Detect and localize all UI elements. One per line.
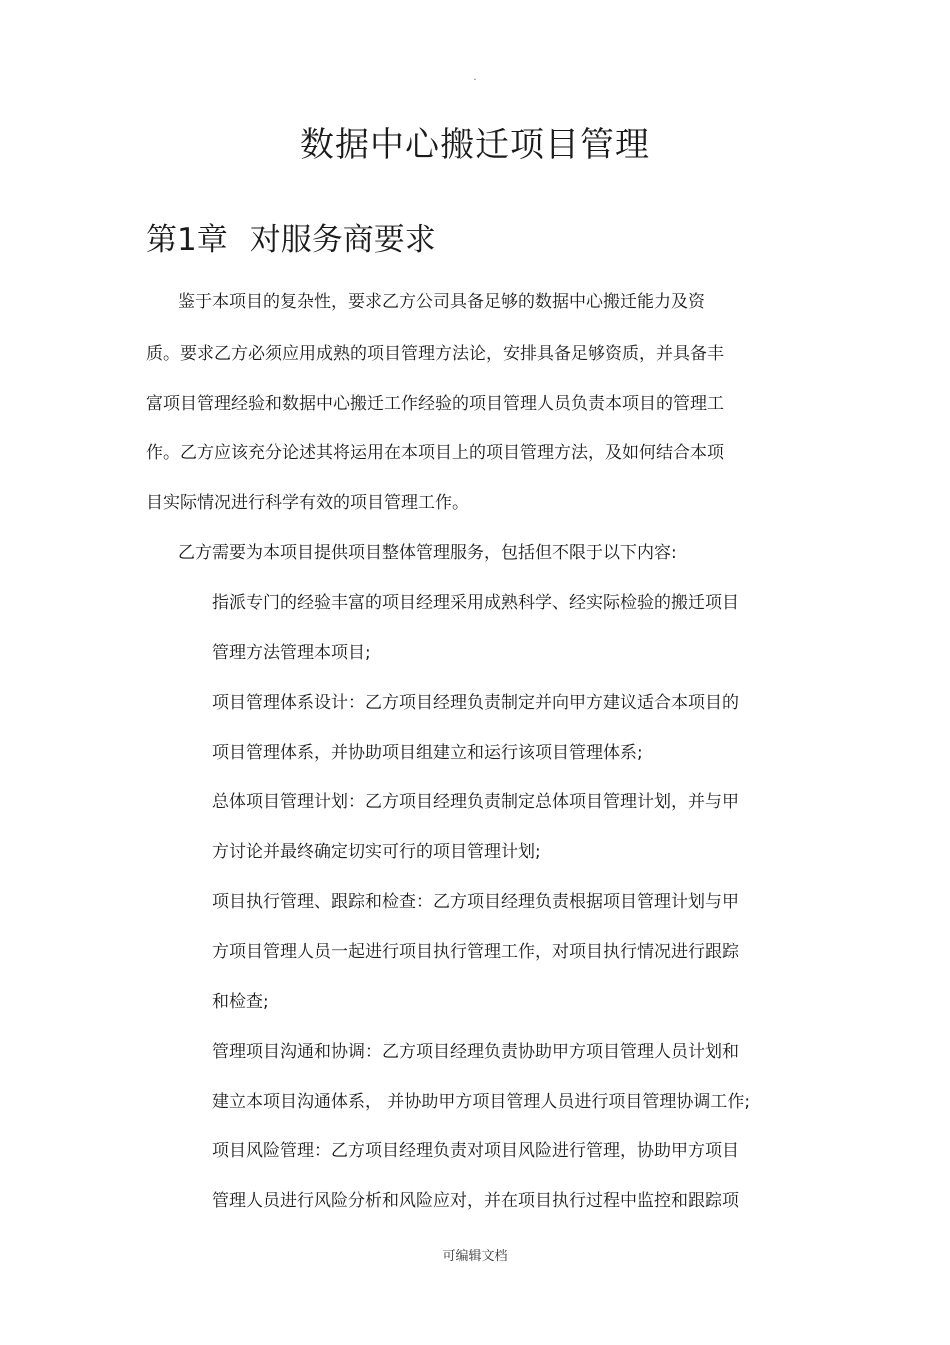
paragraph-line: 富项目管理经验和数据中心搬迁工作经验的项目管理人员负责本项目的管理工 — [146, 394, 724, 414]
list-item-line: 项目风险管理：乙方项目经理负责对项目风险进行管理，协助甲方项目 — [212, 1141, 739, 1161]
list-item-line: 建立本项目沟通体系， 并协助甲方项目管理人员进行项目管理协调工作; — [212, 1092, 751, 1112]
list-item-line: 方项目管理人员一起进行项目执行管理工作，对项目执行情况进行跟踪 — [212, 942, 739, 962]
list-item-line: 和检查; — [212, 992, 269, 1012]
paragraph-line: 质。要求乙方必须应用成熟的项目管理方法论，安排具备足够资质，并具备丰 — [146, 344, 724, 364]
list-item-line: 项目执行管理、跟踪和检查：乙方项目经理负责根据项目管理计划与甲 — [212, 892, 739, 912]
list-item-line: 管理项目沟通和协调：乙方项目经理负责协助甲方项目管理人员计划和 — [212, 1042, 739, 1062]
list-item-line: 指派专门的经验丰富的项目经理采用成熟科学、经实际检验的搬迁项目 — [212, 593, 739, 613]
list-item-line: 总体项目管理计划：乙方项目经理负责制定总体项目管理计划，并与甲 — [212, 792, 739, 812]
header-mark: . — [473, 72, 477, 83]
list-item-line: 方讨论并最终确定切实可行的项目管理计划; — [212, 842, 541, 862]
services-intro: 乙方需要为本项目提供项目整体管理服务，包括但不限于以下内容: — [178, 543, 677, 563]
paragraph-line: 作。乙方应该充分论述其将运用在本项目上的项目管理方法，及如何结合本项 — [146, 443, 724, 463]
document-title: 数据中心搬迁项目管理 — [300, 125, 650, 165]
chapter-heading — [146, 217, 436, 263]
list-item-line: 项目管理体系，并协助项目组建立和运行该项目管理体系; — [212, 743, 643, 763]
list-item-line: 管理方法管理本项目; — [212, 643, 371, 663]
list-item-line: 管理人员进行风险分析和风险应对，并在项目执行过程中监控和跟踪项 — [212, 1191, 739, 1211]
paragraph-line: 鉴于本项目的复杂性，要求乙方公司具备足够的数据中心搬迁能力及资 — [178, 292, 705, 312]
list-item-line: 项目管理体系设计：乙方项目经理负责制定并向甲方建议适合本项目的 — [212, 693, 739, 713]
chapter-title: 对服务商要求 — [249, 222, 436, 258]
chapter-number: 第1章 — [146, 222, 228, 258]
paragraph-line: 目实际情况进行科学有效的项目管理工作。 — [146, 493, 469, 513]
page-footer: 可编辑文档 — [442, 1249, 508, 1264]
